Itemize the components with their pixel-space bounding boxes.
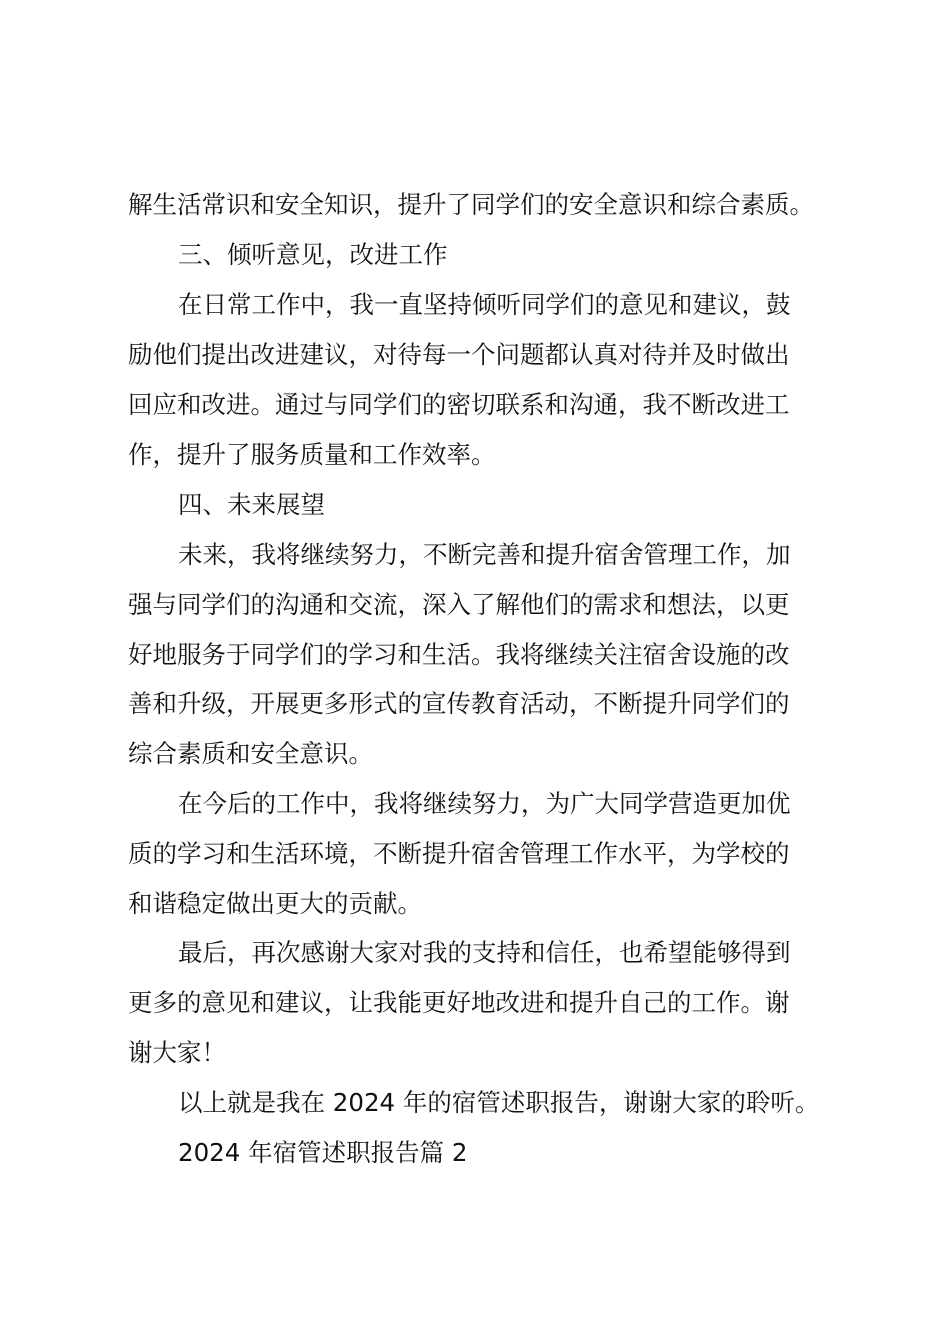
section-heading-3: 三、倾听意见，改进工作: [178, 240, 448, 269]
paragraph-line: 未来，我将继续努力，不断完善和提升宿舍管理工作，加: [178, 540, 791, 569]
paragraph-line: 强与同学们的沟通和交流，深入了解他们的需求和想法，以更: [128, 590, 790, 619]
section-heading-4: 四、未来展望: [178, 490, 325, 519]
paragraph-line: 谢大家！: [128, 1038, 226, 1067]
paragraph-line: 好地服务于同学们的学习和生活。我将继续关注宿舍设施的改: [128, 640, 790, 669]
paragraph-line: 更多的意见和建议，让我能更好地改进和提升自己的工作。谢: [128, 988, 790, 1017]
paragraph-line: 和谐稳定做出更大的贡献。: [128, 889, 422, 918]
paragraph-line: 善和升级，开展更多形式的宣传教育活动，不断提升同学们的: [128, 689, 790, 718]
paragraph-line: 励他们提出改进建议，对待每一个问题都认真对待并及时做出: [128, 340, 790, 369]
paragraph-line: 解生活常识和安全知识，提升了同学们的安全意识和综合素质。: [128, 190, 814, 219]
paragraph-line: 回应和改进。通过与同学们的密切联系和沟通，我不断改进工: [128, 390, 790, 419]
paragraph-line: 作，提升了服务质量和工作效率。: [128, 440, 496, 469]
paragraph-line: 以上就是我在 2024 年的宿管述职报告，谢谢大家的聆听。: [178, 1088, 820, 1117]
section-title: 2024 年宿管述职报告篇 2: [178, 1138, 468, 1167]
paragraph-line: 最后，再次感谢大家对我的支持和信任，也希望能够得到: [178, 938, 791, 967]
paragraph-line: 综合素质和安全意识。: [128, 739, 373, 768]
paragraph-line: 在日常工作中，我一直坚持倾听同学们的意见和建议，鼓: [178, 290, 791, 319]
paragraph-line: 在今后的工作中，我将继续努力，为广大同学营造更加优: [178, 789, 791, 818]
paragraph-line: 质的学习和生活环境，不断提升宿舍管理工作水平，为学校的: [128, 839, 790, 868]
